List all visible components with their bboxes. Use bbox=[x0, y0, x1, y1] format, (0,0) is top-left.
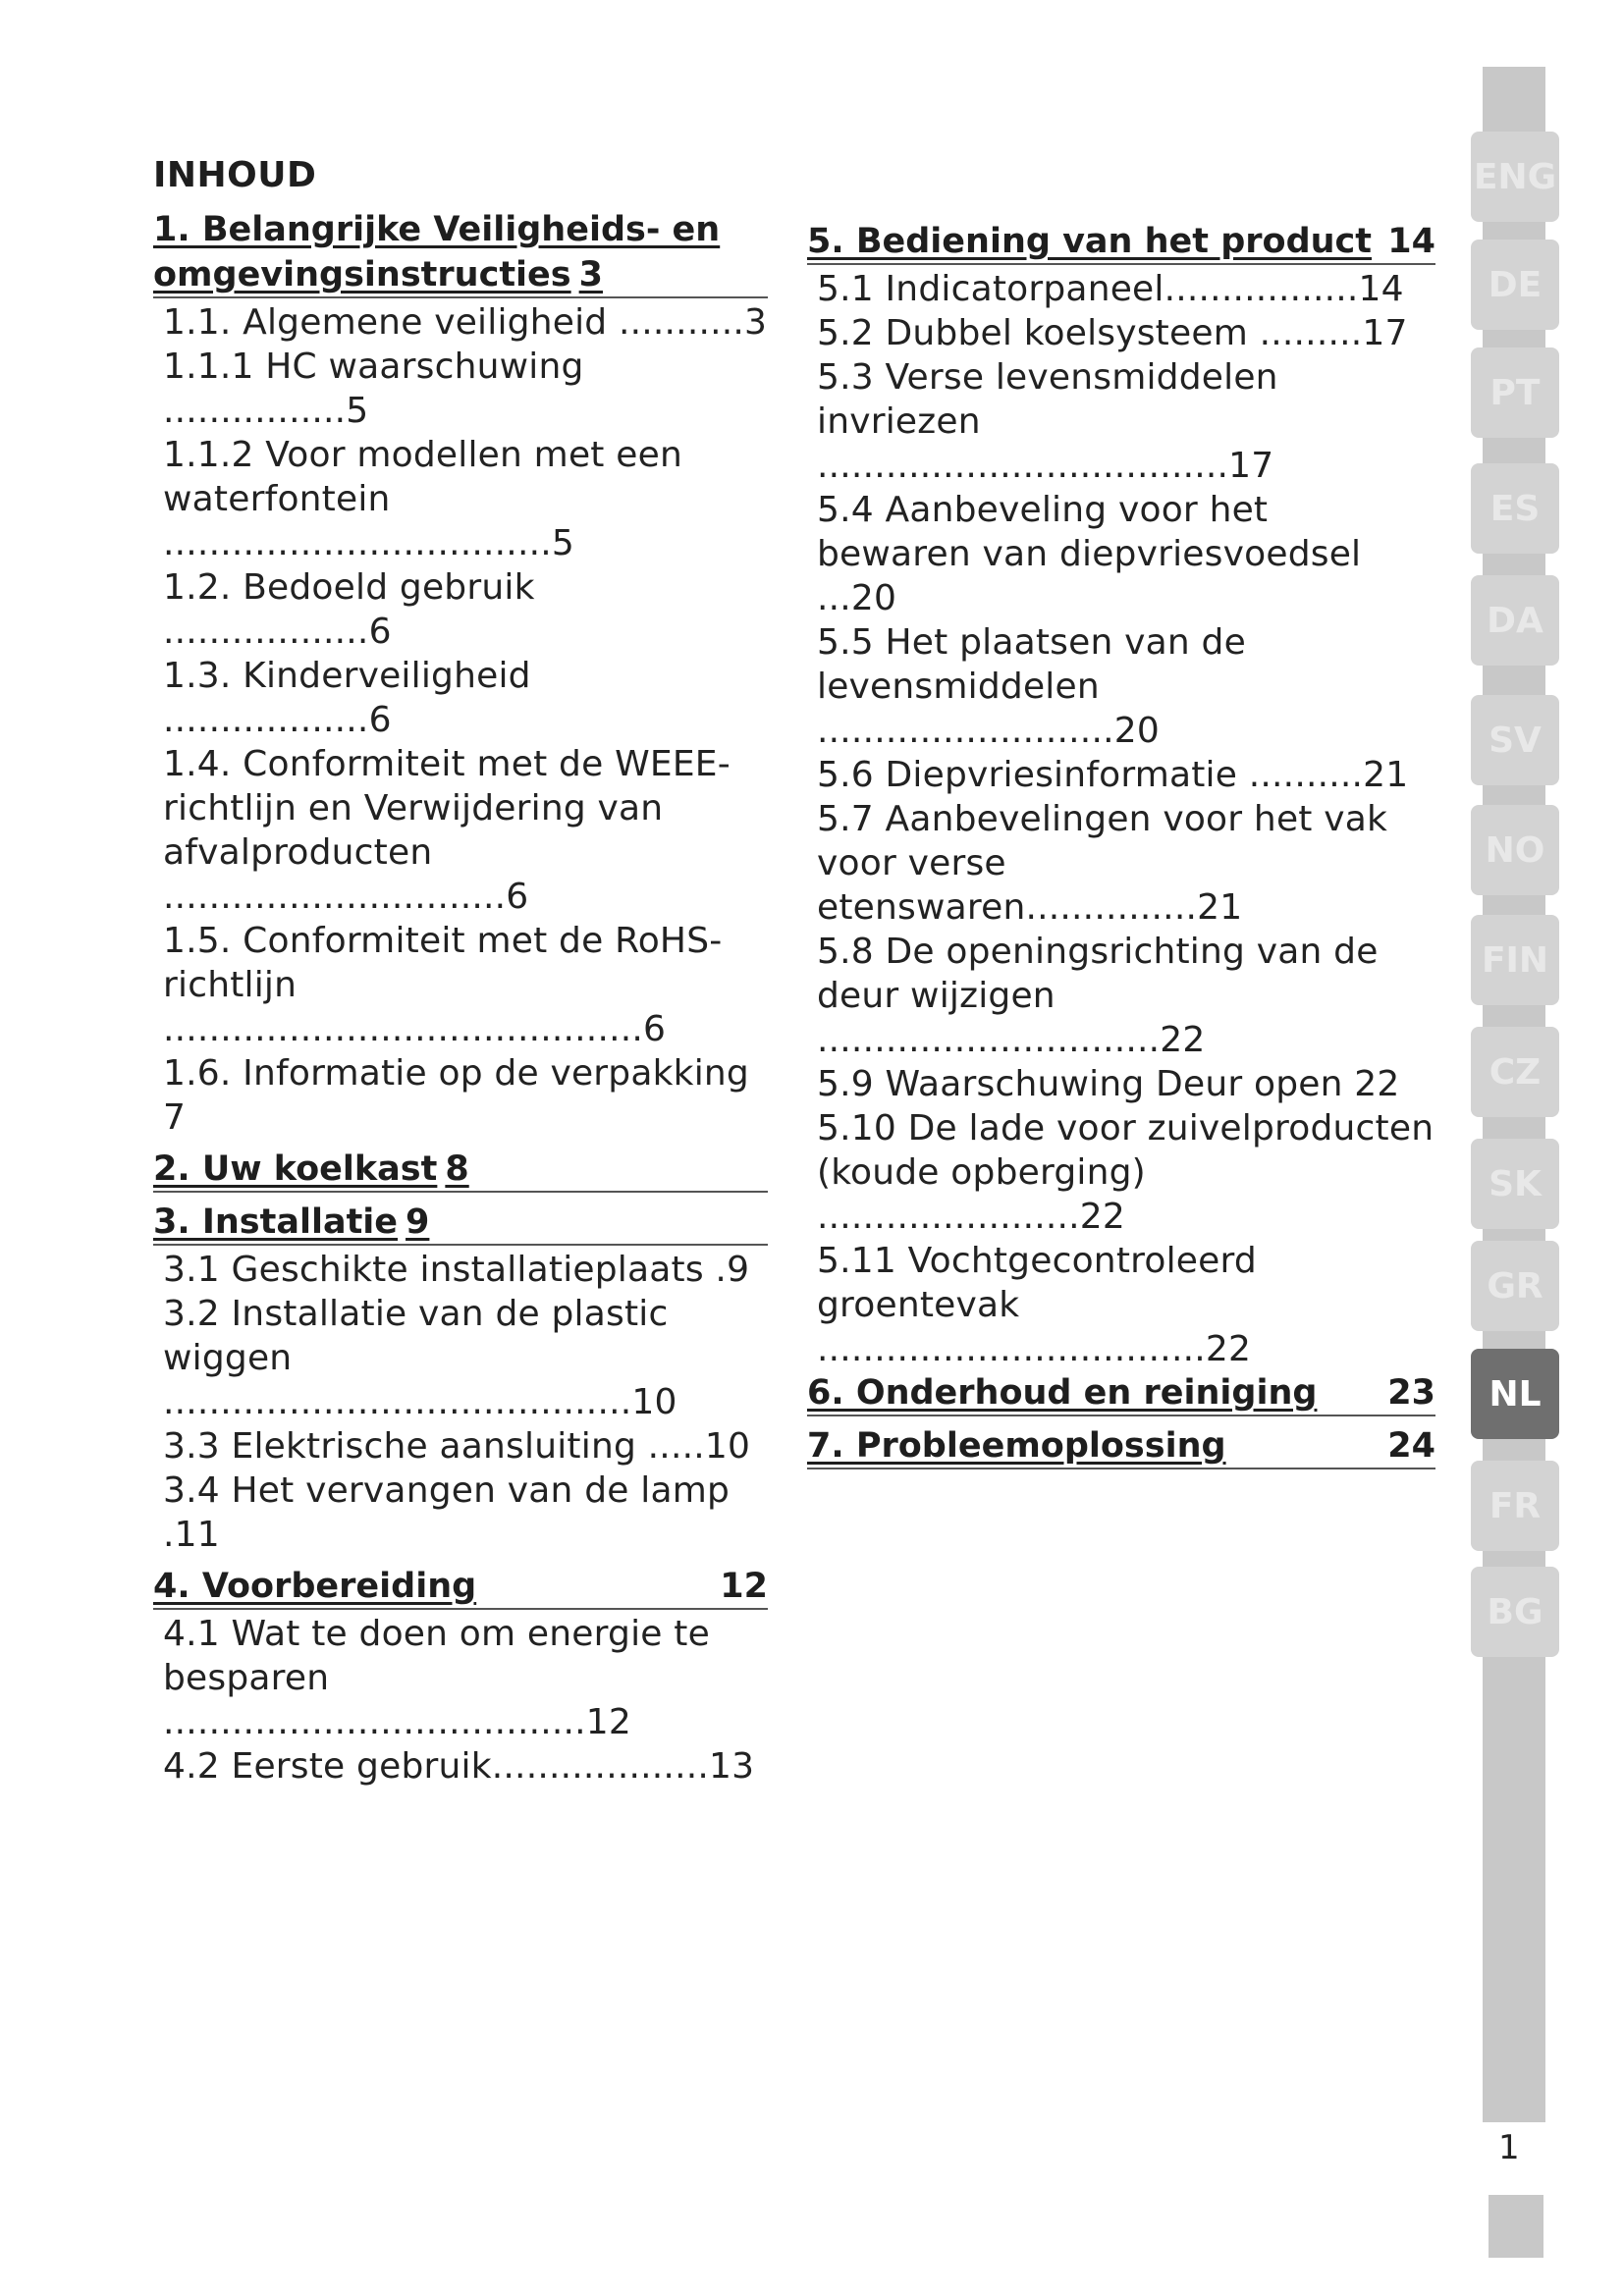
toc-entry[interactable]: 5.6 Diepvriesinformatie ..........21 bbox=[817, 755, 1409, 795]
language-tab-nl[interactable]: NL bbox=[1471, 1349, 1559, 1439]
language-tab-sv[interactable]: SV bbox=[1471, 695, 1559, 785]
toc-entry[interactable]: 3.3 Elektrische aansluiting .....10 bbox=[163, 1426, 751, 1467]
language-tab-sk[interactable]: SK bbox=[1471, 1139, 1559, 1229]
language-tab-fin[interactable]: FIN bbox=[1471, 915, 1559, 1005]
toc-entry[interactable]: 1.1.2 Voor modellen met een bbox=[163, 435, 682, 475]
toc-section-label: omgevingsinstructies bbox=[153, 255, 571, 294]
toc-section-label: 6. Onderhoud en reiniging bbox=[807, 1373, 1318, 1413]
language-tab-es[interactable]: ES bbox=[1471, 463, 1559, 554]
toc-entry[interactable]: deur wijzigen ..............................22 bbox=[817, 976, 1206, 1060]
toc-section-1-cont[interactable] bbox=[153, 253, 768, 298]
toc-page-number: 3 bbox=[578, 255, 603, 294]
toc-entry[interactable]: 5.4 Aanbeveling voor het bbox=[817, 490, 1269, 530]
toc-section-7[interactable] bbox=[807, 1424, 1435, 1469]
toc-entry[interactable]: 5.11 Vochtgecontroleerd bbox=[817, 1241, 1257, 1281]
toc-section-label: 7. Probleemoplossing bbox=[807, 1426, 1226, 1466]
toc-entry[interactable]: 5.8 De openingsrichting van de bbox=[817, 932, 1379, 972]
toc-entry[interactable]: groentevak ..................................22 bbox=[817, 1285, 1252, 1369]
language-tab-no[interactable]: NO bbox=[1471, 805, 1559, 895]
toc-page-number: 14 bbox=[1387, 222, 1435, 261]
toc-entry[interactable]: 5.7 Aanbevelingen voor het vak bbox=[817, 799, 1388, 839]
language-tab-da[interactable]: DA bbox=[1471, 575, 1559, 666]
toc-entry[interactable]: 1.1.1 HC waarschuwing ................5 bbox=[163, 347, 584, 431]
toc-section-1[interactable] bbox=[153, 208, 768, 251]
toc-entry[interactable]: afvalproducten ..............................6 bbox=[163, 832, 529, 917]
toc-entry[interactable]: 5.2 Dubbel koelsysteem .........17 bbox=[817, 313, 1408, 353]
toc-entry[interactable]: wiggen .........................................10 bbox=[163, 1338, 677, 1422]
toc-entry[interactable]: 1.6. Informatie op de verpakking 7 bbox=[163, 1053, 749, 1138]
toc-entry[interactable]: besparen .....................................12 bbox=[163, 1658, 632, 1742]
toc-section-2[interactable] bbox=[153, 1148, 768, 1193]
language-tab-cz[interactable]: CZ bbox=[1471, 1027, 1559, 1117]
language-tab-eng[interactable]: ENG bbox=[1471, 132, 1559, 222]
toc-column-right bbox=[807, 220, 1435, 1471]
language-tab-gr[interactable]: GR bbox=[1471, 1241, 1559, 1331]
toc-section-6[interactable] bbox=[807, 1371, 1435, 1416]
toc-entry[interactable]: 3.1 Geschikte installatieplaats .9 bbox=[163, 1250, 750, 1290]
toc-entry[interactable]: levensmiddelen ..........................20 bbox=[817, 667, 1160, 751]
toc-page-number: 8 bbox=[445, 1149, 469, 1189]
toc-section-3[interactable] bbox=[153, 1201, 768, 1246]
language-tab-de[interactable]: DE bbox=[1471, 240, 1559, 330]
toc-entry[interactable]: 5.5 Het plaatsen van de bbox=[817, 622, 1246, 663]
page-number: 1 bbox=[1498, 2128, 1520, 2167]
toc-entry[interactable]: 4.1 Wat te doen om energie te bbox=[163, 1614, 710, 1654]
toc-section-label: 4. Voorbereiding bbox=[153, 1567, 477, 1606]
toc-entry[interactable]: 3.4 Het vervangen van de lamp .11 bbox=[163, 1470, 731, 1555]
toc-entry[interactable]: invriezen ....................................17 bbox=[817, 401, 1274, 486]
toc-page-number: 23 bbox=[1387, 1373, 1435, 1413]
toc-page-number: 12 bbox=[720, 1567, 768, 1606]
toc-section-label: 2. Uw koelkast bbox=[153, 1149, 438, 1189]
toc-entry[interactable]: richtlijn en Verwijdering van bbox=[163, 788, 664, 828]
language-tab-fr[interactable]: FR bbox=[1471, 1461, 1559, 1551]
toc-page-number: 24 bbox=[1387, 1426, 1435, 1466]
toc-column-left bbox=[153, 208, 768, 1789]
page-title: INHOUD bbox=[153, 155, 317, 195]
language-tab-pt[interactable]: PT bbox=[1471, 347, 1559, 438]
toc-section-label: 1. Belangrijke Veiligheids- en bbox=[153, 210, 721, 249]
toc-entry[interactable]: 4.2 Eerste gebruik...................13 bbox=[163, 1746, 755, 1787]
toc-entry[interactable]: 1.3. Kinderveiligheid ..................6 bbox=[163, 656, 531, 740]
toc-entry[interactable]: richtlijn ..........................................6 bbox=[163, 965, 667, 1049]
toc-entry[interactable]: voor verse etenswaren...............21 bbox=[817, 843, 1243, 928]
toc-entry[interactable]: 1.4. Conformiteit met de WEEE- bbox=[163, 744, 731, 784]
toc-entry[interactable]: 3.2 Installatie van de plastic bbox=[163, 1294, 669, 1334]
toc-entry[interactable]: 1.2. Bedoeld gebruik ..................6 bbox=[163, 567, 535, 652]
toc-entry[interactable]: 5.10 De lade voor zuivelproducten bbox=[817, 1108, 1435, 1148]
toc-entry[interactable]: waterfontein ..................................5 bbox=[163, 479, 574, 563]
toc-entry[interactable]: 1.5. Conformiteit met de RoHS- bbox=[163, 921, 723, 961]
toc-section-label: 3. Installatie bbox=[153, 1202, 399, 1242]
footer-block bbox=[1489, 2195, 1543, 2258]
toc-entry[interactable]: 5.1 Indicatorpaneel.................14 bbox=[817, 269, 1404, 309]
toc-entry[interactable]: bewaren van diepvriesvoedsel ...20 bbox=[817, 534, 1362, 618]
toc-section-label: 5. Bediening van het product bbox=[807, 222, 1373, 261]
toc-entry[interactable]: (koude opberging) .......................22 bbox=[817, 1152, 1146, 1237]
toc-entry[interactable]: 5.9 Waarschuwing Deur open 22 bbox=[817, 1064, 1400, 1104]
toc-entry[interactable]: 5.3 Verse levensmiddelen bbox=[817, 357, 1278, 398]
toc-section-4[interactable] bbox=[153, 1565, 768, 1610]
toc-section-5[interactable] bbox=[807, 220, 1435, 265]
language-tab-bg[interactable]: BG bbox=[1471, 1567, 1559, 1657]
toc-page-number: 9 bbox=[406, 1202, 430, 1242]
toc-entry[interactable]: 1.1. Algemene veiligheid ...........3 bbox=[163, 302, 768, 343]
